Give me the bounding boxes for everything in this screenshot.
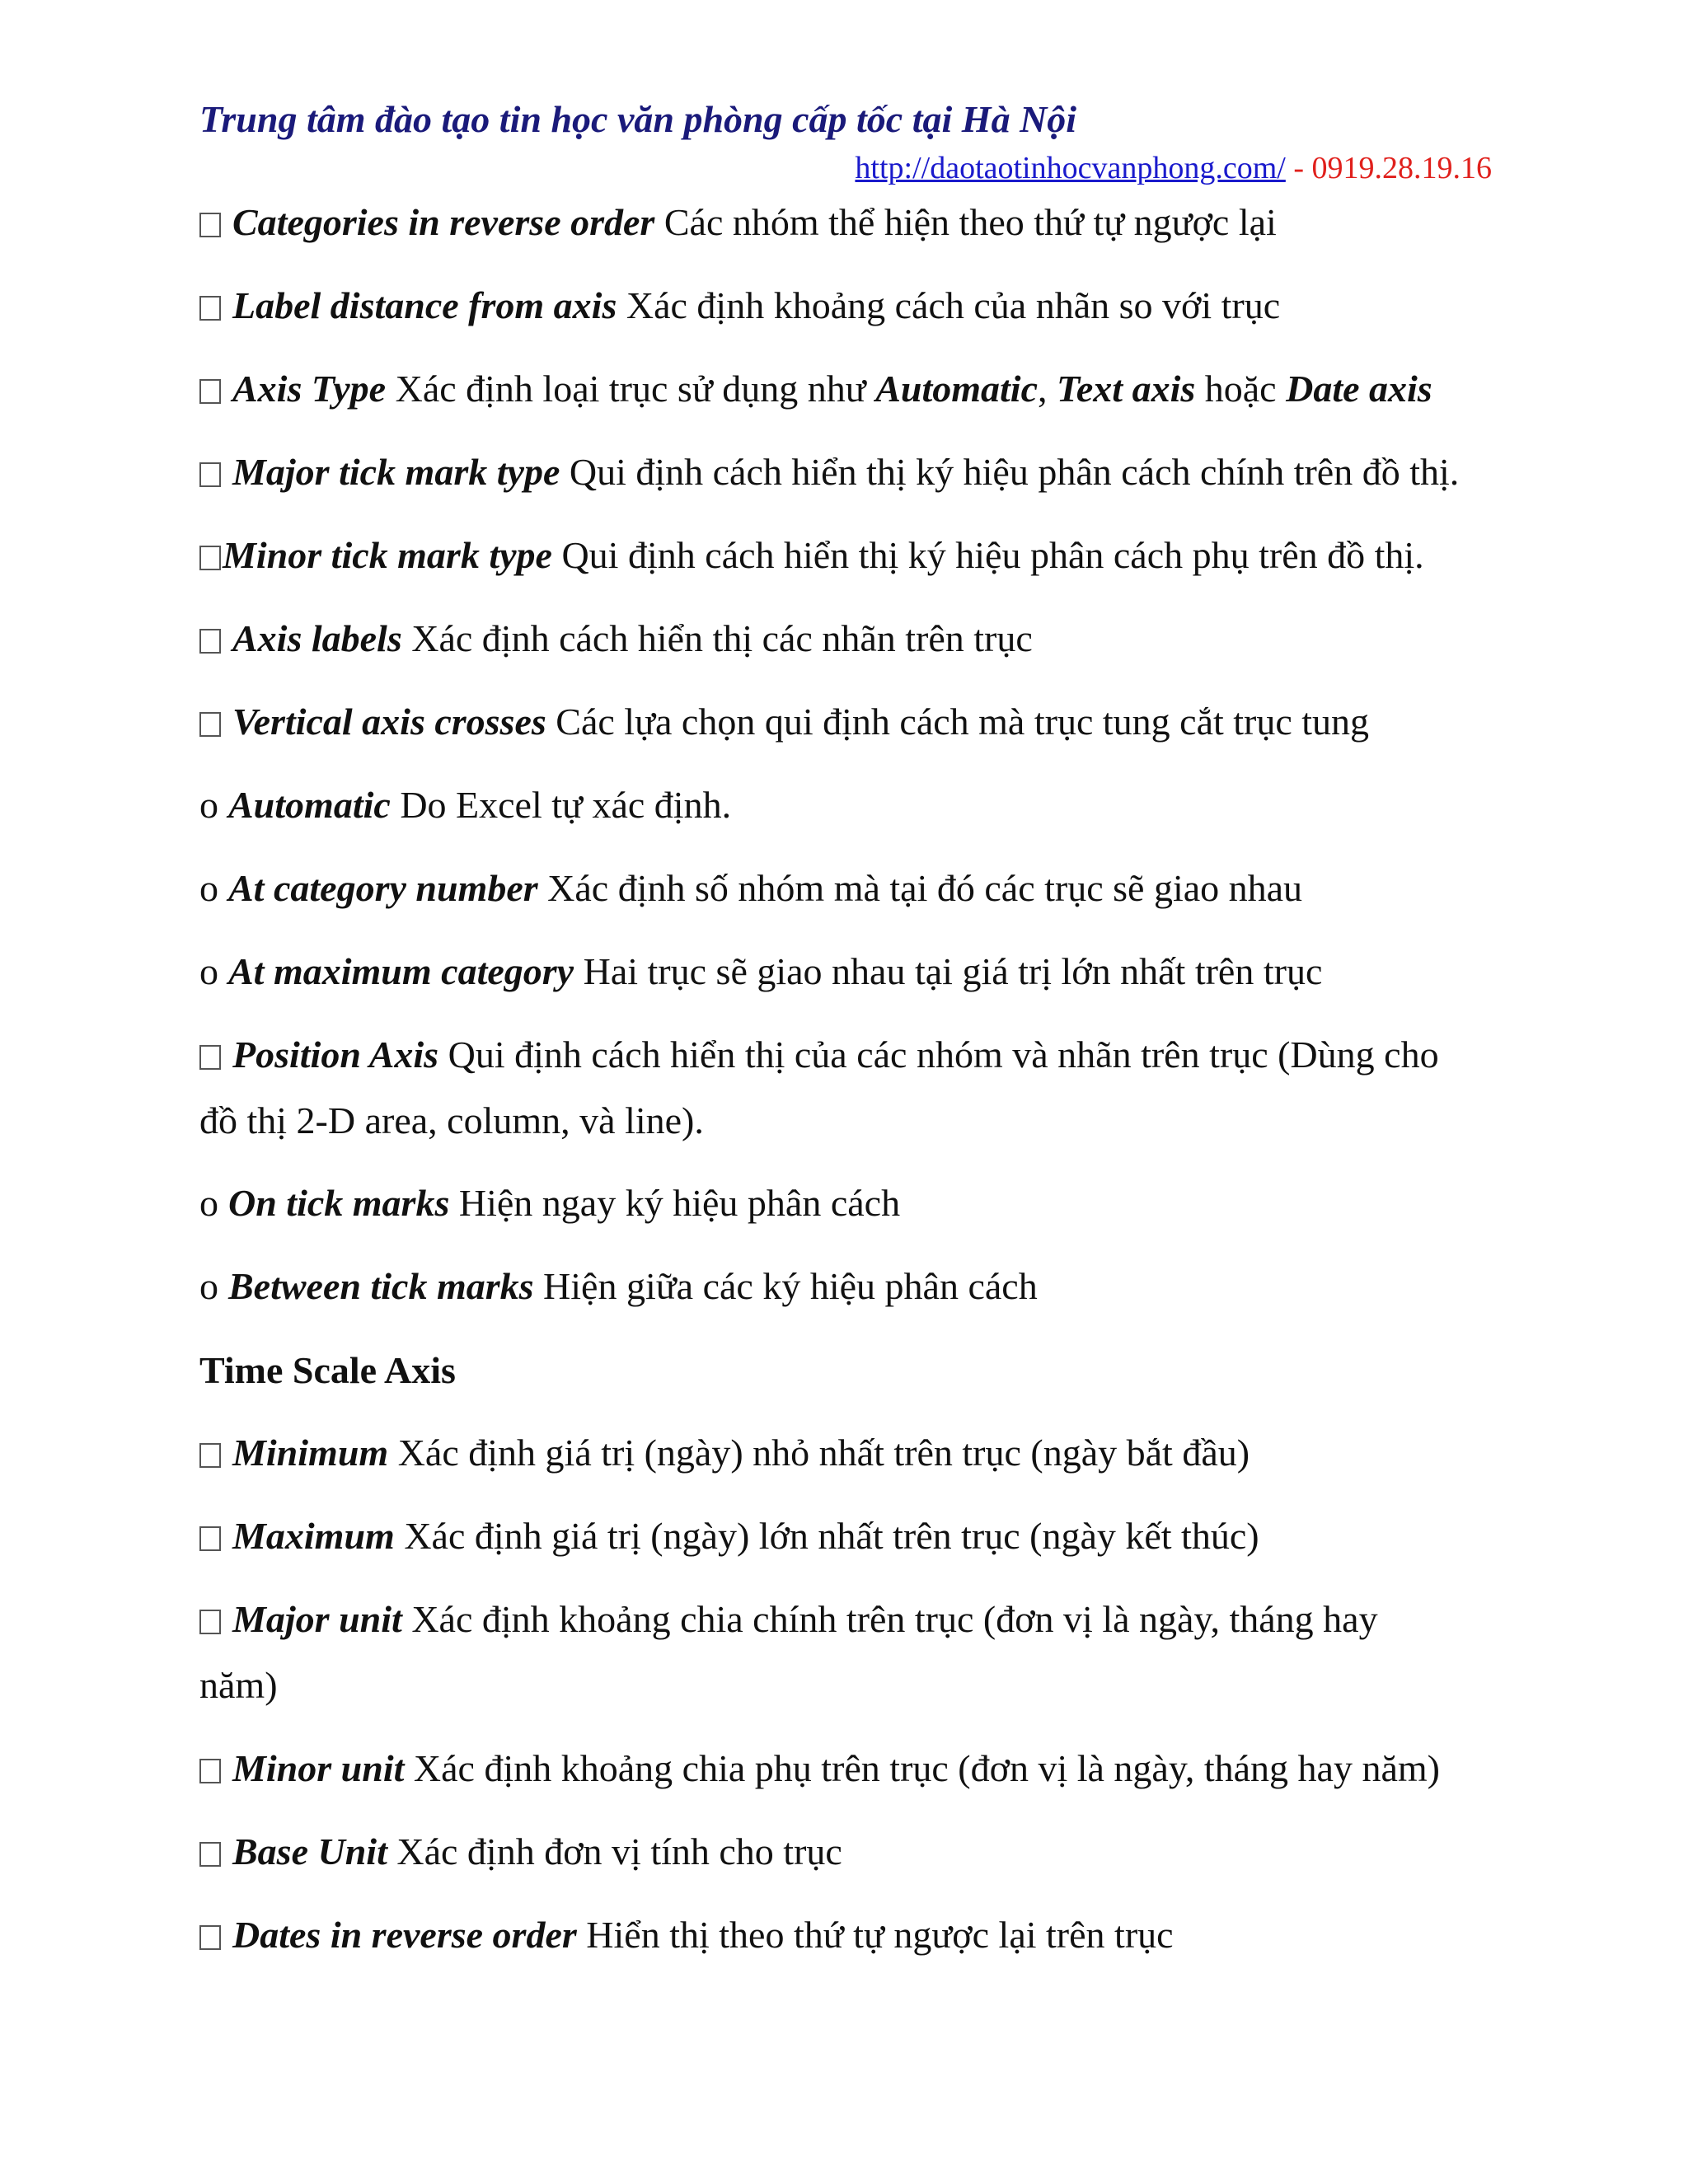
- item-term: Text axis: [1057, 368, 1196, 410]
- item-term: Minimum: [232, 1432, 389, 1474]
- item-term: Categories in reverse order: [232, 201, 655, 243]
- header-title: Trung tâm đào tạo tin học văn phòng cấp tốc tại Hà Nội: [199, 98, 1077, 140]
- item-desc: Xác định khoảng chia chính trên trục (đơn vị là ngày, tháng hay: [401, 1598, 1378, 1640]
- list-item: [199, 1033, 1439, 1076]
- item-term: Between tick marks: [228, 1265, 534, 1307]
- item-desc: Hiển thị theo thứ tự ngược lại trên trục: [576, 1914, 1174, 1956]
- square-bullet-icon: [199, 712, 221, 737]
- item-term: Maximum: [232, 1515, 395, 1557]
- list-item: [199, 1914, 1174, 1957]
- square-bullet-icon: [199, 1759, 221, 1783]
- item-term: Base Unit: [232, 1830, 387, 1872]
- item-term: At category number: [228, 867, 538, 909]
- list-item: [199, 1747, 1440, 1790]
- list-item: [199, 451, 1459, 494]
- phone-number: 0919.28.19.16: [1311, 151, 1492, 185]
- item-desc: Hiện ngay ký hiệu phân cách: [449, 1182, 901, 1224]
- list-item: [199, 784, 731, 827]
- list-item: [199, 1515, 1259, 1558]
- sub-bullet: o: [199, 1265, 218, 1307]
- list-item: [199, 1182, 900, 1225]
- sub-bullet: o: [199, 784, 218, 826]
- list-item: [199, 368, 1432, 410]
- item-term: Minor unit: [232, 1747, 405, 1789]
- square-bullet-icon: [199, 1045, 221, 1070]
- item-term: Major unit: [232, 1598, 402, 1640]
- item-desc: Qui định cách hiển thị ký hiệu phân cách phụ trên đồ thị.: [551, 534, 1424, 576]
- item-desc: Các nhóm thể hiện theo thứ tự ngược lại: [654, 201, 1277, 243]
- square-bullet-icon: [199, 462, 221, 487]
- item-term: Axis labels: [232, 617, 402, 659]
- item-desc: Xác định giá trị (ngày) nhỏ nhất trên trục (ngày bắt đầu): [388, 1432, 1250, 1474]
- item-desc: Xác định giá trị (ngày) lớn nhất trên trục (ngày kết thúc): [394, 1515, 1259, 1557]
- square-bullet-icon: [199, 546, 221, 570]
- list-item-continuation: đồ thị 2-D area, column, và line).: [199, 1099, 704, 1141]
- square-bullet-icon: [199, 1842, 221, 1867]
- item-desc: Xác định loại trục sử dụng như: [386, 368, 876, 410]
- item-desc: ,: [1038, 368, 1057, 410]
- list-item: [199, 534, 1424, 577]
- list-item: [199, 701, 1369, 743]
- item-desc: Xác định khoảng cách của nhãn so với trục: [617, 284, 1281, 326]
- item-desc: Xác định đơn vị tính cho trục: [387, 1830, 842, 1872]
- square-bullet-icon: [199, 629, 221, 654]
- item-term: On tick marks: [228, 1182, 450, 1224]
- item-term: Dates in reverse order: [232, 1914, 577, 1956]
- list-item: [199, 1830, 842, 1873]
- square-bullet-icon: [199, 379, 221, 404]
- sub-bullet: o: [199, 867, 218, 909]
- item-desc: Xác định số nhóm mà tại đó các trục sẽ giao nhau: [537, 867, 1303, 909]
- item-term: At maximum category: [228, 950, 574, 992]
- list-item: [199, 1432, 1250, 1474]
- square-bullet-icon: [199, 1526, 221, 1551]
- item-desc: Xác định cách hiển thị các nhãn trên trục: [401, 617, 1033, 659]
- list-item: [199, 1598, 1378, 1641]
- item-term: Automatic: [875, 368, 1038, 410]
- sub-bullet: o: [199, 950, 218, 992]
- square-bullet-icon: [199, 1443, 221, 1468]
- square-bullet-icon: [199, 213, 221, 237]
- square-bullet-icon: [199, 296, 221, 321]
- item-desc: Qui định cách hiển thị của các nhóm và nhãn trên trục (Dùng cho: [438, 1033, 1439, 1076]
- item-desc: Qui định cách hiển thị ký hiệu phân cách chính trên đồ thị.: [560, 451, 1460, 493]
- section-heading: Time Scale Axis: [199, 1349, 456, 1391]
- square-bullet-icon: [199, 1610, 221, 1634]
- list-item: [199, 1265, 1038, 1308]
- item-term: Label distance from axis: [232, 284, 617, 326]
- item-term: Position Axis: [232, 1033, 439, 1076]
- item-term: Automatic: [228, 784, 391, 826]
- item-desc: Do Excel tự xác định.: [390, 784, 732, 826]
- item-term: Vertical axis crosses: [232, 701, 546, 743]
- item-desc: Các lựa chọn qui định cách mà trục tung cắt trục tung: [546, 701, 1370, 743]
- item-term: Date axis: [1286, 368, 1432, 410]
- item-desc: Xác định khoảng chia phụ trên trục (đơn vị là ngày, tháng hay năm): [404, 1747, 1440, 1789]
- header-separator: -: [1285, 151, 1312, 185]
- list-item: [199, 617, 1033, 660]
- item-desc: Hiện giữa các ký hiệu phân cách: [533, 1265, 1038, 1307]
- list-item: [199, 201, 1277, 244]
- sub-bullet: o: [199, 1182, 218, 1224]
- item-term: Major tick mark type: [232, 451, 560, 493]
- item-term: Minor tick mark type: [223, 534, 552, 576]
- item-desc: hoặc: [1195, 368, 1287, 410]
- list-item: [199, 867, 1302, 910]
- list-item: [199, 284, 1280, 327]
- item-term: Axis Type: [232, 368, 387, 410]
- item-desc: Hai trục sẽ giao nhau tại giá trị lớn nhất trên trục: [574, 950, 1323, 992]
- website-link[interactable]: http://daotaotinhocvanphong.com/: [855, 151, 1286, 185]
- list-item: [199, 950, 1322, 993]
- list-item-continuation: năm): [199, 1664, 278, 1706]
- square-bullet-icon: [199, 1925, 221, 1950]
- header-contact: [855, 150, 1492, 186]
